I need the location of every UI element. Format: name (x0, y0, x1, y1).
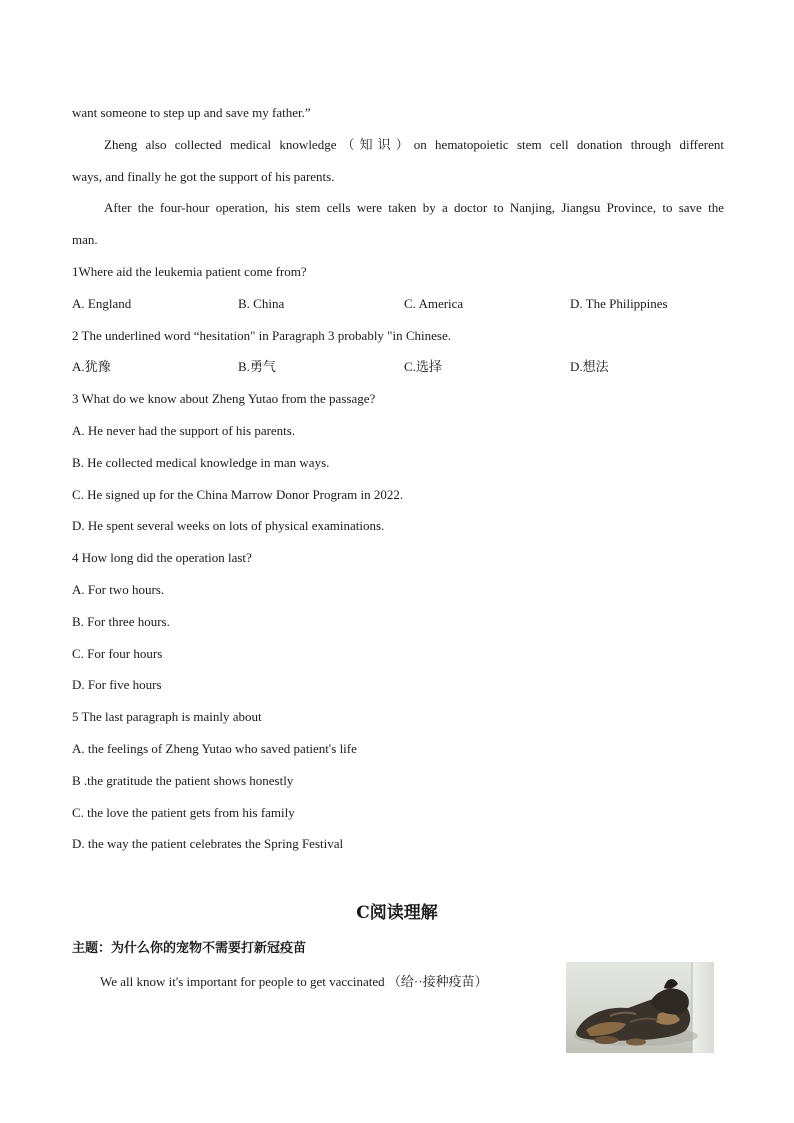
question-stem: 2 The underlined word “hesitation" in Paragraph 3 probably "in Chinese. (72, 328, 451, 343)
passage-line: Zheng also collected medical knowledge（知识）on hematopoietic stem cell donation through different (104, 137, 724, 152)
answer-option: C.选择 (404, 359, 442, 374)
question-stem: 5 The last paragraph is mainly about (72, 709, 262, 724)
answer-option: A. England (72, 296, 132, 311)
answer-option: A. He never had the support of his parents. (72, 423, 296, 438)
passage-line: After the four-hour operation, his stem cells were taken by a doctor to Nanjing, Jiangsu Province, to save the (104, 200, 724, 215)
answer-option: C. He signed up for the China Marrow Donor Program in 2022. (72, 487, 404, 502)
answer-option: A.犹豫 (72, 359, 111, 374)
answer-option: C. America (404, 296, 464, 311)
section-title: C阅读理解 (356, 903, 438, 923)
answer-option: C. the love the patient gets from his family (72, 805, 295, 820)
answer-option: D. The Philippines (570, 296, 668, 311)
answer-option: C. For four hours (72, 646, 163, 661)
answer-option: A. For two hours. (72, 582, 165, 597)
passage-line: want someone to step up and save my father.” (72, 105, 311, 120)
question-stem: 4 How long did the operation last? (72, 550, 252, 565)
answer-option: B. China (238, 296, 285, 311)
answer-option: D. the way the patient celebrates the Spring Festival (72, 836, 344, 851)
question-stem: 3 What do we know about Zheng Yutao from the passage? (72, 391, 376, 406)
answer-option: D. He spent several weeks on lots of physical examinations. (72, 518, 385, 533)
passage-intro: We all know it's important for people to get vaccinated （给··接种疫苗） (100, 974, 488, 989)
answer-option: B .the gratitude the patient shows honestly (72, 773, 294, 788)
dog-photo (566, 962, 714, 1053)
answer-option: B. For three hours. (72, 614, 170, 629)
section-theme: 主题：为什么你的宠物不需要打新冠疫苗 (72, 941, 307, 956)
passage-line: man. (72, 232, 98, 247)
answer-option: A. the feelings of Zheng Yutao who saved patient's life (72, 741, 357, 756)
passage-line: ways, and finally he got the support of his parents. (72, 169, 335, 184)
question-stem: 1Where aid the leukemia patient come from? (72, 264, 307, 279)
answer-option: B. He collected medical knowledge in man ways. (72, 455, 330, 470)
answer-option: D. For five hours (72, 677, 162, 692)
answer-option: B.勇气 (238, 359, 276, 374)
answer-option: D.想法 (570, 359, 609, 374)
